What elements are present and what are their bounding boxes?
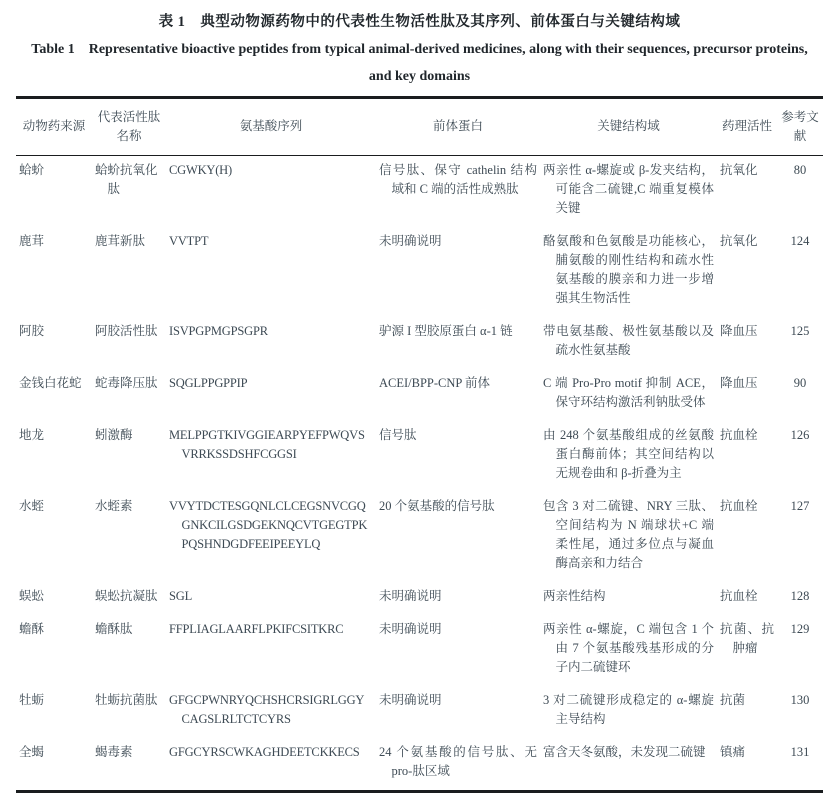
sequence-cell <box>166 421 376 492</box>
column-header-reference: 参考文献 <box>777 97 823 156</box>
source-cell <box>16 227 92 317</box>
domain-cell <box>540 369 717 421</box>
reference-cell-text: 131 <box>790 745 810 760</box>
sequence-cell-text: VVYTDCTESGQNLCLCEGSNVCGQ GNKCILGSDGEKNQCVTGEGTPK PQSHNDGDFEEIPEEYLQ <box>169 499 368 552</box>
sequence-cell-text: ISVPGPMGPSGPR <box>169 324 268 339</box>
reference-cell-text: 127 <box>790 499 810 514</box>
domain-cell <box>540 156 717 228</box>
precursor-cell-text: 20 个氨基酸的信号肽 <box>379 499 495 514</box>
table-row <box>16 686 823 738</box>
reference-cell <box>777 156 823 228</box>
sequence-cell-text: CGWKY(H) <box>169 163 232 178</box>
reference-cell-text: 126 <box>790 428 810 443</box>
peptide-name-cell-text: 蛇毒降压肽 <box>95 376 158 391</box>
table-body <box>16 156 823 792</box>
precursor-cell-text: 未明确说明 <box>379 693 442 708</box>
domain-cell <box>540 421 717 492</box>
table-row <box>16 227 823 317</box>
reference-cell <box>777 227 823 317</box>
sequence-cell-text: MELPPGTKIVGGIEARPYEFPWQVS VRRKSSDSHFCGGSI <box>169 428 365 462</box>
peptide-name-cell <box>92 227 166 317</box>
source-cell-text: 蜈蚣 <box>19 589 45 604</box>
peptide-name-cell <box>92 156 166 228</box>
reference-cell <box>777 615 823 686</box>
sequence-cell <box>166 317 376 369</box>
precursor-cell <box>376 492 540 582</box>
column-header-source: 动物药来源 <box>16 97 92 156</box>
activity-cell-text: 降血压 <box>720 376 758 391</box>
reference-cell-text: 125 <box>790 324 810 339</box>
precursor-cell <box>376 738 540 792</box>
domain-cell-text: 酪氨酸和色氨酸是功能核心，脯氨酸的刚性结构和疏水性氨基酸的膜亲和力进一步增强其生物活性 <box>543 234 714 306</box>
domain-cell-text: 两亲性结构 <box>543 589 606 604</box>
source-cell-text: 阿胶 <box>19 324 45 339</box>
reference-cell <box>777 738 823 792</box>
sequence-cell <box>166 369 376 421</box>
sequence-cell-text: GFGCPWNRYQCHSHCRSIGRLGGY CAGSLRLTCTCYRS <box>169 693 364 727</box>
sequence-cell <box>166 686 376 738</box>
precursor-cell-text: 未明确说明 <box>379 589 442 604</box>
sequence-cell-text: SQGLPPGPPIP <box>169 376 248 391</box>
activity-cell <box>717 156 777 228</box>
table-row <box>16 421 823 492</box>
column-header-domain: 关键结构域 <box>540 97 717 156</box>
table-row <box>16 317 823 369</box>
table-row <box>16 492 823 582</box>
column-header-peptide: 代表活性肽名称 <box>92 97 166 156</box>
peptide-name-cell-text: 蛤蚧抗氧化肽 <box>95 163 158 197</box>
domain-cell <box>540 582 717 615</box>
table-row <box>16 156 823 228</box>
precursor-cell-text: 未明确说明 <box>379 622 442 637</box>
source-cell-text: 蛤蚧 <box>19 163 45 178</box>
reference-cell-text: 90 <box>793 376 807 391</box>
precursor-cell <box>376 227 540 317</box>
sequence-cell <box>166 615 376 686</box>
domain-cell-text: 两亲性 α-螺旋或 β-发夹结构，可能含二硫键,C 端重复模体关键 <box>543 163 714 216</box>
activity-cell-text: 抗菌 <box>720 693 746 708</box>
domain-cell <box>540 738 717 792</box>
peptide-name-cell-text: 蚓激酶 <box>95 428 133 443</box>
activity-cell <box>717 686 777 738</box>
table-title-chinese: 表 1 典型动物源药物中的代表性生物活性肽及其序列、前体蛋白与关键结构域 <box>158 14 681 30</box>
sequence-cell-text: GFGCYRSCWKAGHDEETCKKECS <box>169 745 360 760</box>
source-cell <box>16 317 92 369</box>
activity-cell-text: 降血压 <box>720 324 758 339</box>
domain-cell-text: 带电氨基酸、极性氨基酸以及疏水性氨基酸 <box>543 324 714 358</box>
peptide-name-cell-text: 水蛭素 <box>95 499 133 514</box>
sequence-cell-text: FFPLIAGLAARFLPKIFCSITKRC <box>169 622 344 637</box>
reference-cell <box>777 686 823 738</box>
activity-cell <box>717 227 777 317</box>
activity-cell <box>717 369 777 421</box>
precursor-cell <box>376 156 540 228</box>
peptide-name-cell <box>92 317 166 369</box>
column-header-precursor: 前体蛋白 <box>376 97 540 156</box>
reference-cell-text: 128 <box>790 589 810 604</box>
peptide-name-cell <box>92 738 166 792</box>
sequence-cell <box>166 582 376 615</box>
domain-cell <box>540 492 717 582</box>
domain-cell-text: C 端 Pro-Pro motif 抑制 ACE，保守环结构激活利钠肽受体 <box>543 376 714 410</box>
source-cell <box>16 615 92 686</box>
table-row <box>16 582 823 615</box>
precursor-cell-text: 未明确说明 <box>379 234 442 249</box>
peptide-name-cell <box>92 421 166 492</box>
sequence-cell-text: VVTPT <box>169 234 209 249</box>
precursor-cell-text: ACEI/BPP-CNP 前体 <box>379 376 491 391</box>
activity-cell-text: 抗菌、抗肿瘤 <box>720 622 774 656</box>
activity-cell <box>717 492 777 582</box>
peptide-name-cell-text: 蟾酥肽 <box>95 622 133 637</box>
header-row <box>16 97 823 156</box>
domain-cell <box>540 686 717 738</box>
precursor-cell <box>376 615 540 686</box>
activity-cell-text: 抗血栓 <box>720 499 758 514</box>
table-title-english: Table 1 Representative bioactive peptides from typical animal-derived medicines, along with their sequences, precursor proteins, and key domains <box>31 42 808 85</box>
peptide-name-cell-text: 蜈蚣抗凝肽 <box>95 589 158 604</box>
reference-cell-text: 124 <box>790 234 810 249</box>
source-cell-text: 金钱白花蛇 <box>19 376 82 391</box>
sequence-cell <box>166 738 376 792</box>
reference-cell <box>777 317 823 369</box>
source-cell-text: 牡蛎 <box>19 693 45 708</box>
precursor-cell <box>376 421 540 492</box>
table-row <box>16 369 823 421</box>
sequence-cell <box>166 492 376 582</box>
activity-cell <box>717 421 777 492</box>
reference-cell-text: 130 <box>790 693 810 708</box>
source-cell <box>16 156 92 228</box>
peptide-name-cell <box>92 492 166 582</box>
source-cell <box>16 492 92 582</box>
activity-cell-text: 抗血栓 <box>720 428 758 443</box>
peptide-name-cell-text: 阿胶活性肽 <box>95 324 158 339</box>
table-header <box>16 97 823 156</box>
activity-cell-text: 抗氧化 <box>720 234 758 249</box>
peptide-name-cell <box>92 615 166 686</box>
source-cell <box>16 421 92 492</box>
reference-cell <box>777 421 823 492</box>
domain-cell-text: 由 248 个氨基酸组成的丝氨酸蛋白酶前体；其空间结构以无规卷曲和 β-折叠为主 <box>543 428 714 481</box>
peptide-name-cell <box>92 582 166 615</box>
peptide-name-cell-text: 鹿茸新肽 <box>95 234 146 249</box>
source-cell-text: 蟾酥 <box>19 622 45 637</box>
source-cell <box>16 582 92 615</box>
activity-cell-text: 抗氧化 <box>720 163 758 178</box>
peptides-table <box>16 96 823 794</box>
column-header-activity: 药理活性 <box>717 97 777 156</box>
domain-cell-text: 包含 3 对二硫键、NRY 三肽、空间结构为 N 端球状+C 端柔性尾，通过多位点与凝血酶高亲和力结合 <box>543 499 714 571</box>
activity-cell-text: 抗血栓 <box>720 589 758 604</box>
domain-cell-text: 两亲性 α-螺旋，C 端包含 1 个由 7 个氨基酸残基形成的分子内二硫键环 <box>543 622 714 675</box>
domain-cell-text: 富含天冬氨酸，未发现二硫键 <box>543 745 706 760</box>
sequence-cell <box>166 227 376 317</box>
sequence-cell-text: SGL <box>169 589 193 604</box>
reference-cell <box>777 492 823 582</box>
source-cell <box>16 686 92 738</box>
precursor-cell-text: 信号肽 <box>379 428 417 443</box>
reference-cell <box>777 582 823 615</box>
activity-cell <box>717 317 777 369</box>
precursor-cell <box>376 317 540 369</box>
source-cell-text: 水蛭 <box>19 499 45 514</box>
peptide-name-cell-text: 蝎毒素 <box>95 745 133 760</box>
domain-cell <box>540 227 717 317</box>
table-row <box>16 615 823 686</box>
domain-cell <box>540 615 717 686</box>
precursor-cell <box>376 582 540 615</box>
precursor-cell-text: 24 个氨基酸的信号肽、无 pro-肽区域 <box>379 745 537 779</box>
precursor-cell-text: 驴源 I 型胶原蛋白 α-1 链 <box>379 324 513 339</box>
peptide-name-cell <box>92 686 166 738</box>
activity-cell-text: 镇痛 <box>720 745 746 760</box>
activity-cell <box>717 615 777 686</box>
source-cell <box>16 738 92 792</box>
precursor-cell <box>376 686 540 738</box>
column-header-sequence: 氨基酸序列 <box>166 97 376 156</box>
activity-cell <box>717 738 777 792</box>
peptide-name-cell <box>92 369 166 421</box>
source-cell-text: 全蝎 <box>19 745 45 760</box>
precursor-cell <box>376 369 540 421</box>
source-cell <box>16 369 92 421</box>
table-row <box>16 738 823 792</box>
source-cell-text: 鹿茸 <box>19 234 45 249</box>
peptide-name-cell-text: 牡蛎抗菌肽 <box>95 693 158 708</box>
domain-cell-text: 3 对二硫键形成稳定的 α-螺旋主导结构 <box>543 693 714 727</box>
reference-cell-text: 80 <box>793 163 807 178</box>
domain-cell <box>540 317 717 369</box>
sequence-cell <box>166 156 376 228</box>
reference-cell-text: 129 <box>790 622 810 637</box>
source-cell-text: 地龙 <box>19 428 45 443</box>
reference-cell <box>777 369 823 421</box>
activity-cell <box>717 582 777 615</box>
precursor-cell-text: 信号肽、保守 cathelin 结构域和 C 端的活性成熟肽 <box>379 163 537 197</box>
